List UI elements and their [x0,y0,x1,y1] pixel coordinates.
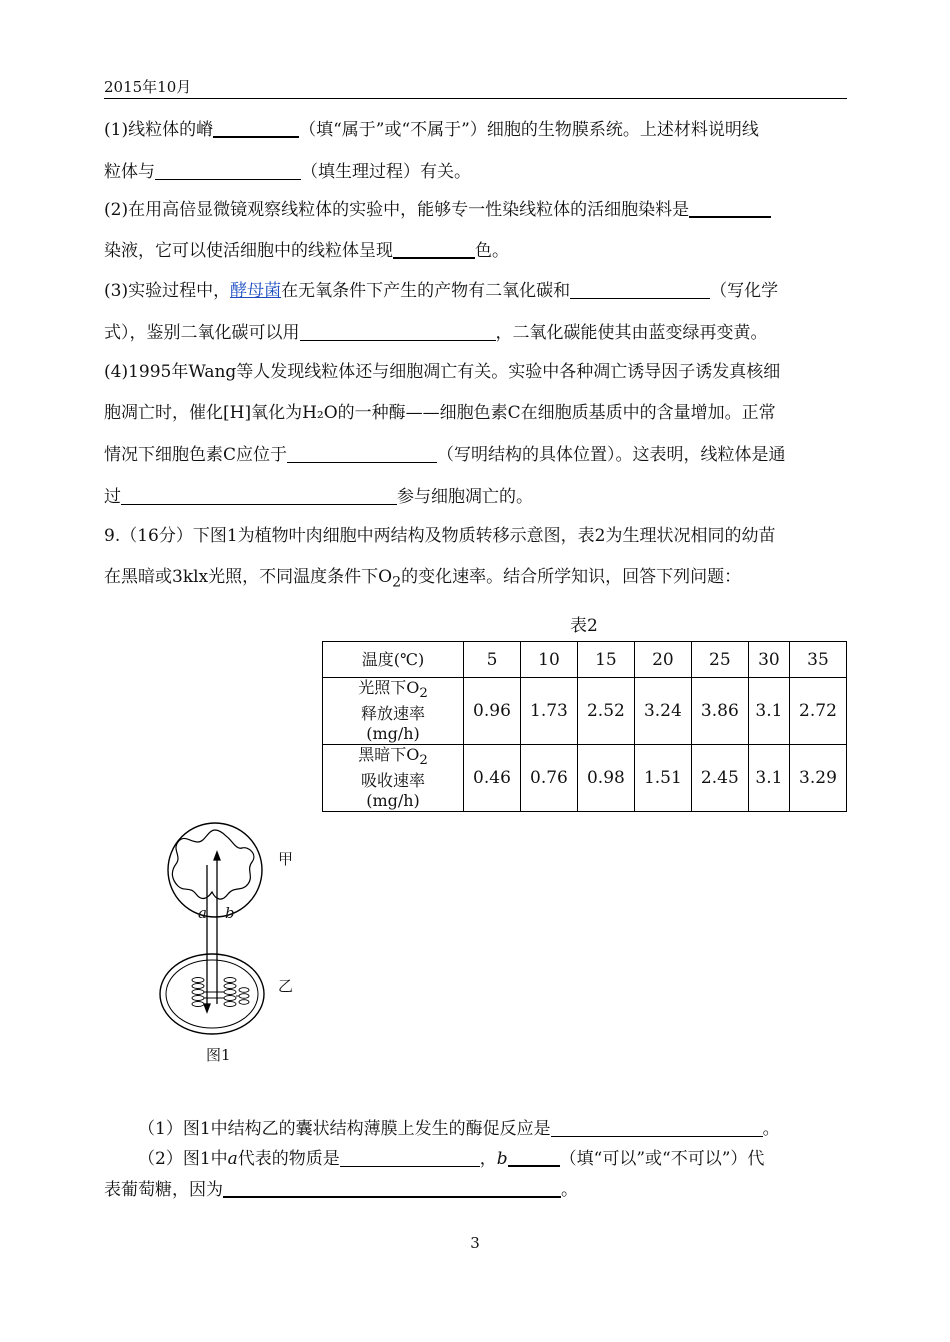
text: 过 [104,487,121,507]
variable-a: a [227,1149,238,1169]
text: （2）图1中 [138,1149,228,1169]
q8-line-8 [104,401,849,425]
text: 式），鉴别二氧化碳可以用 [104,323,300,343]
temp-cell: 5 [464,642,521,678]
header-rule [104,98,847,99]
text: 。 [762,1119,780,1139]
answer-blank[interactable] [155,161,301,180]
q8-line-2 [104,160,849,184]
text: (4)1995年Wang等人发现线粒体还与细胞凋亡有关。实验中各种凋亡诱导因子诱发真核细 [104,362,781,382]
text: 在黑暗或3klx光照，不同温度条件下O [104,567,393,587]
q8-line-6 [104,321,849,345]
text: 。 [561,1180,578,1200]
value-cell: 2.72 [789,678,846,745]
text: 胞凋亡时，催化[H]氧化为H₂O的一种酶——细胞色素C在细胞质基质中的含量增加。正常 [104,403,776,423]
q9-sub-1 [138,1117,848,1141]
text: （写明结构的具体位置）。这表明，线粒体是通 [437,445,786,465]
label-a: a [198,904,207,922]
value-cell: 0.46 [464,745,521,812]
q9-intro-2 [104,565,849,594]
text: 的变化速率。结合所学知识，回答下列问题： [401,567,742,587]
table-header-row [323,642,847,678]
q8-line-5 [104,279,849,303]
text: (mg/h) [366,724,420,744]
text: (1)线粒体的嵴 [104,120,214,140]
q8-line-4 [104,239,849,263]
text: (3)实验过程中， [104,281,231,301]
value-cell: 3.86 [691,678,748,745]
subscript: 2 [419,753,428,769]
q8-line-1 [104,118,849,142]
value-cell: 0.98 [577,745,634,812]
value-cell: 2.52 [577,678,634,745]
value-cell: 3.1 [748,678,789,745]
text: 光照下O [358,678,420,697]
answer-blank[interactable] [689,198,771,218]
text: 色。 [475,241,509,261]
value-cell: 2.45 [691,745,748,812]
text: 参与细胞凋亡的。 [397,487,533,507]
value-cell: 0.76 [520,745,577,812]
text: ，二氧化碳能使其由蓝变绿再变黄。 [495,323,768,343]
light-row [323,678,847,745]
answer-blank[interactable] [340,1148,480,1167]
text: （1）图1中结构乙的囊状结构薄膜上发生的酶促反应是 [138,1119,551,1139]
header-cell: 温度(℃) [323,642,464,678]
o2-rate-table [322,641,847,812]
answer-blank[interactable] [551,1118,763,1137]
dark-row [323,745,847,812]
q8-line-10 [104,485,849,509]
value-cell: 3.29 [789,745,846,812]
text: 黑暗下O [358,745,420,765]
subscript: 2 [392,574,402,591]
text: (mg/h) [366,791,420,811]
answer-blank[interactable] [213,118,299,138]
value-cell: 0.96 [464,678,521,745]
value-cell: 1.73 [520,678,577,745]
temp-cell: 25 [691,642,748,678]
temp-cell: 35 [789,642,846,678]
text: 9.（16分）下图1为植物叶肉细胞中两结构及物质转移示意图，表2为生理状况相同的幼苗 [104,526,776,546]
label-yi: 乙 [278,977,294,995]
text: ， [479,1149,497,1169]
temp-cell: 30 [748,642,789,678]
answer-blank[interactable] [223,1178,561,1198]
answer-blank[interactable] [393,239,475,259]
value-cell: 3.24 [634,678,691,745]
text: （填“属于”或“不属于”）细胞的生物膜系统。上述材料说明线 [299,120,759,140]
q8-line-3 [104,198,849,222]
header-date: 2015年10月 [104,78,192,96]
q8-line-9 [104,443,849,467]
text: 释放速率 [360,704,425,724]
mitochondrion-cristae [172,830,253,899]
text: （写化学 [710,281,779,301]
text: （填“可以”或“不可以”）代 [559,1149,765,1169]
temp-cell: 20 [634,642,691,678]
label-jia: 甲 [278,850,294,868]
text: (2)在用高倍显微镜观察线粒体的实验中，能够专一性染线粒体的活细胞染料是 [104,200,690,220]
text: 粒体与 [104,162,155,182]
answer-blank[interactable] [287,444,437,463]
q8-line-7 [104,360,849,384]
table-caption: 表2 [570,616,598,636]
q9-sub-2-cont [104,1178,849,1202]
answer-blank[interactable] [508,1147,560,1167]
figure-caption: 图1 [206,1046,231,1064]
text: 在无氧条件下产生的产物有二氧化碳和 [281,281,571,301]
answer-blank[interactable] [570,280,710,299]
grana [192,978,249,1007]
label-b: b [225,904,235,922]
value-cell: 3.1 [748,745,789,812]
figure-1 [150,820,310,1070]
transfer-arrows [204,852,220,1012]
answer-blank[interactable] [300,322,496,341]
text: 表葡萄糖，因为 [104,1180,223,1200]
text: 代表的物质是 [237,1149,340,1169]
temp-cell: 10 [520,642,577,678]
q9-intro-1 [104,524,849,548]
chloroplast-outer [160,954,264,1034]
q9-sub-2 [138,1147,848,1171]
text: （填生理过程）有关。 [301,162,471,182]
variable-b: b [496,1149,508,1169]
yeast-link[interactable]: 酵母菌 [230,281,282,301]
text: 染液，它可以使活细胞中的线粒体呈现 [104,241,393,261]
mitochondrion-outer [168,823,262,917]
row-label [323,678,464,745]
text: 吸收速率 [360,771,425,791]
row-label [323,745,464,812]
text: 情况下细胞色素C应位于 [104,445,288,465]
temp-cell: 15 [577,642,634,678]
page-number: 3 [470,1234,480,1252]
value-cell: 1.51 [634,745,691,812]
subscript: 2 [419,686,428,702]
answer-blank[interactable] [121,486,397,505]
